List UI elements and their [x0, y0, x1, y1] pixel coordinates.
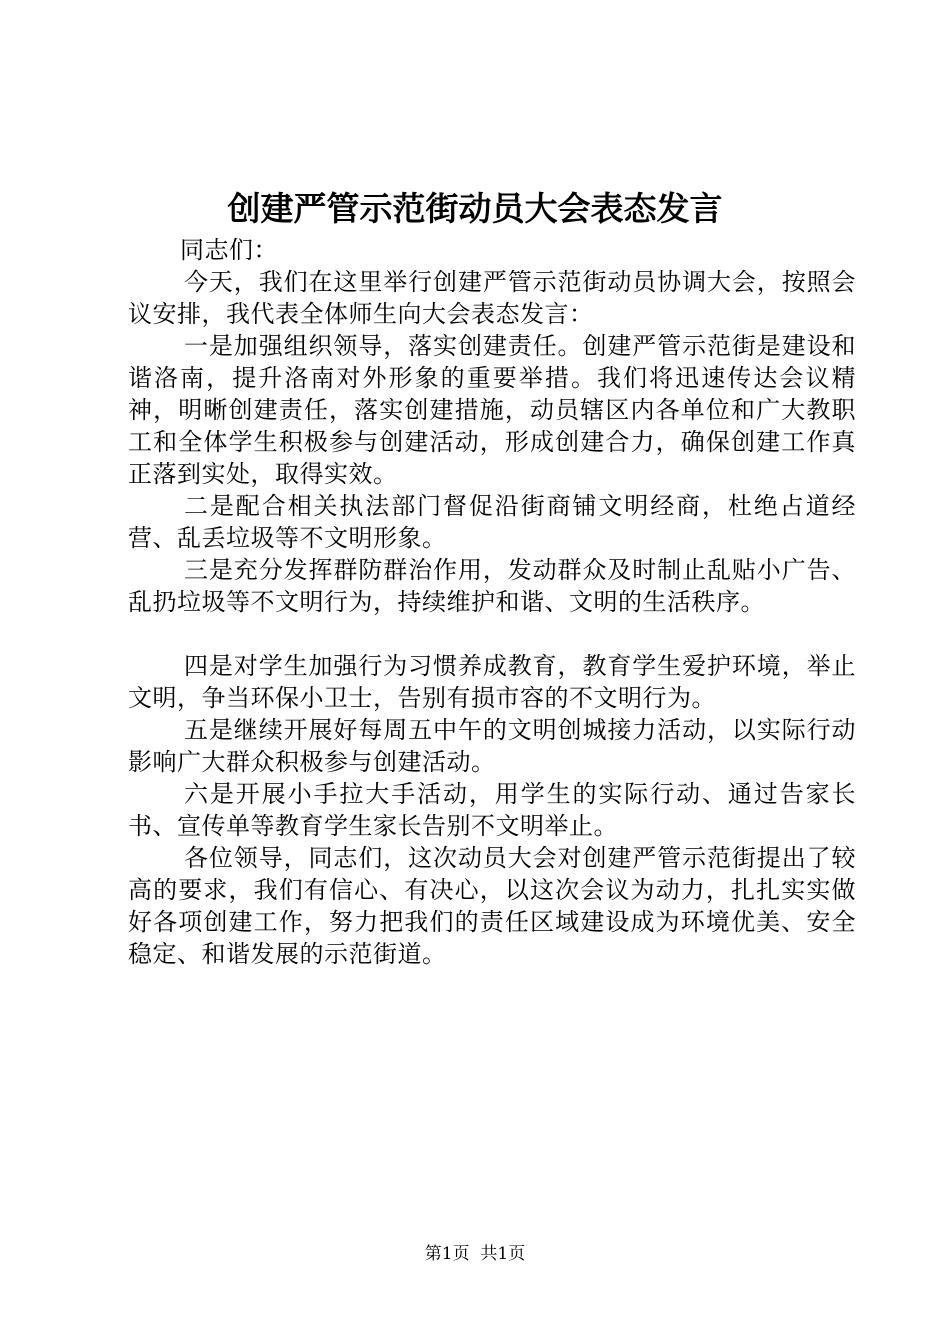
document-title: 创建严管示范街动员大会表态发言 [227, 189, 723, 228]
paragraph-point-5: 五是继续开展好每周五中午的文明创城接力活动，以实际行动影响广大群众积极参与创建活动。 [128, 716, 856, 776]
paragraph-intro: 今天，我们在这里举行创建严管示范街动员协调大会，按照会议安排，我代表全体师生向大会表态发言： [128, 268, 856, 328]
paragraph-point-4: 四是对学生加强行为习惯养成教育，教育学生爱护环境，举止文明，争当环保小卫士，告别有损市容的不文明行为。 [128, 652, 856, 712]
paragraph-point-1: 一是加强组织领导，落实创建责任。创建严管示范街是建设和谐洛南，提升洛南对外形象的重要举措。我们将迅速传达会议精神，明晰创建责任，落实创建措施，动员辖区内各单位和广大教职工和全体学生积极参与创建活动，形成创建合力，确保创建工作真正落到实处，取得实效。 [128, 332, 856, 488]
salutation: 同志们： [180, 236, 278, 264]
paragraph-point-2: 二是配合相关执法部门督促沿街商铺文明经商，杜绝占道经营、乱丢垃圾等不文明形象。 [128, 492, 856, 552]
paragraph-point-3: 三是充分发挥群防群治作用，发动群众及时制止乱贴小广告、乱扔垃圾等不文明行为，持续维护和谐、文明的生活秩序。 [128, 556, 856, 616]
document-body [128, 234, 856, 970]
paragraph-closing: 各位领导，同志们，这次动员大会对创建严管示范街提出了较高的要求，我们有信心、有决心，以这次会议为动力，扎扎实实做好各项创建工作，努力把我们的责任区域建设成为环境优美、安全稳定、和谐发展的示范街道。 [128, 844, 856, 968]
page-footer: 第1页 共1页 [424, 1244, 526, 1264]
paragraph-point-6: 六是开展小手拉大手活动，用学生的实际行动、通过告家长书、宣传单等教育学生家长告别不文明举止。 [128, 780, 856, 840]
